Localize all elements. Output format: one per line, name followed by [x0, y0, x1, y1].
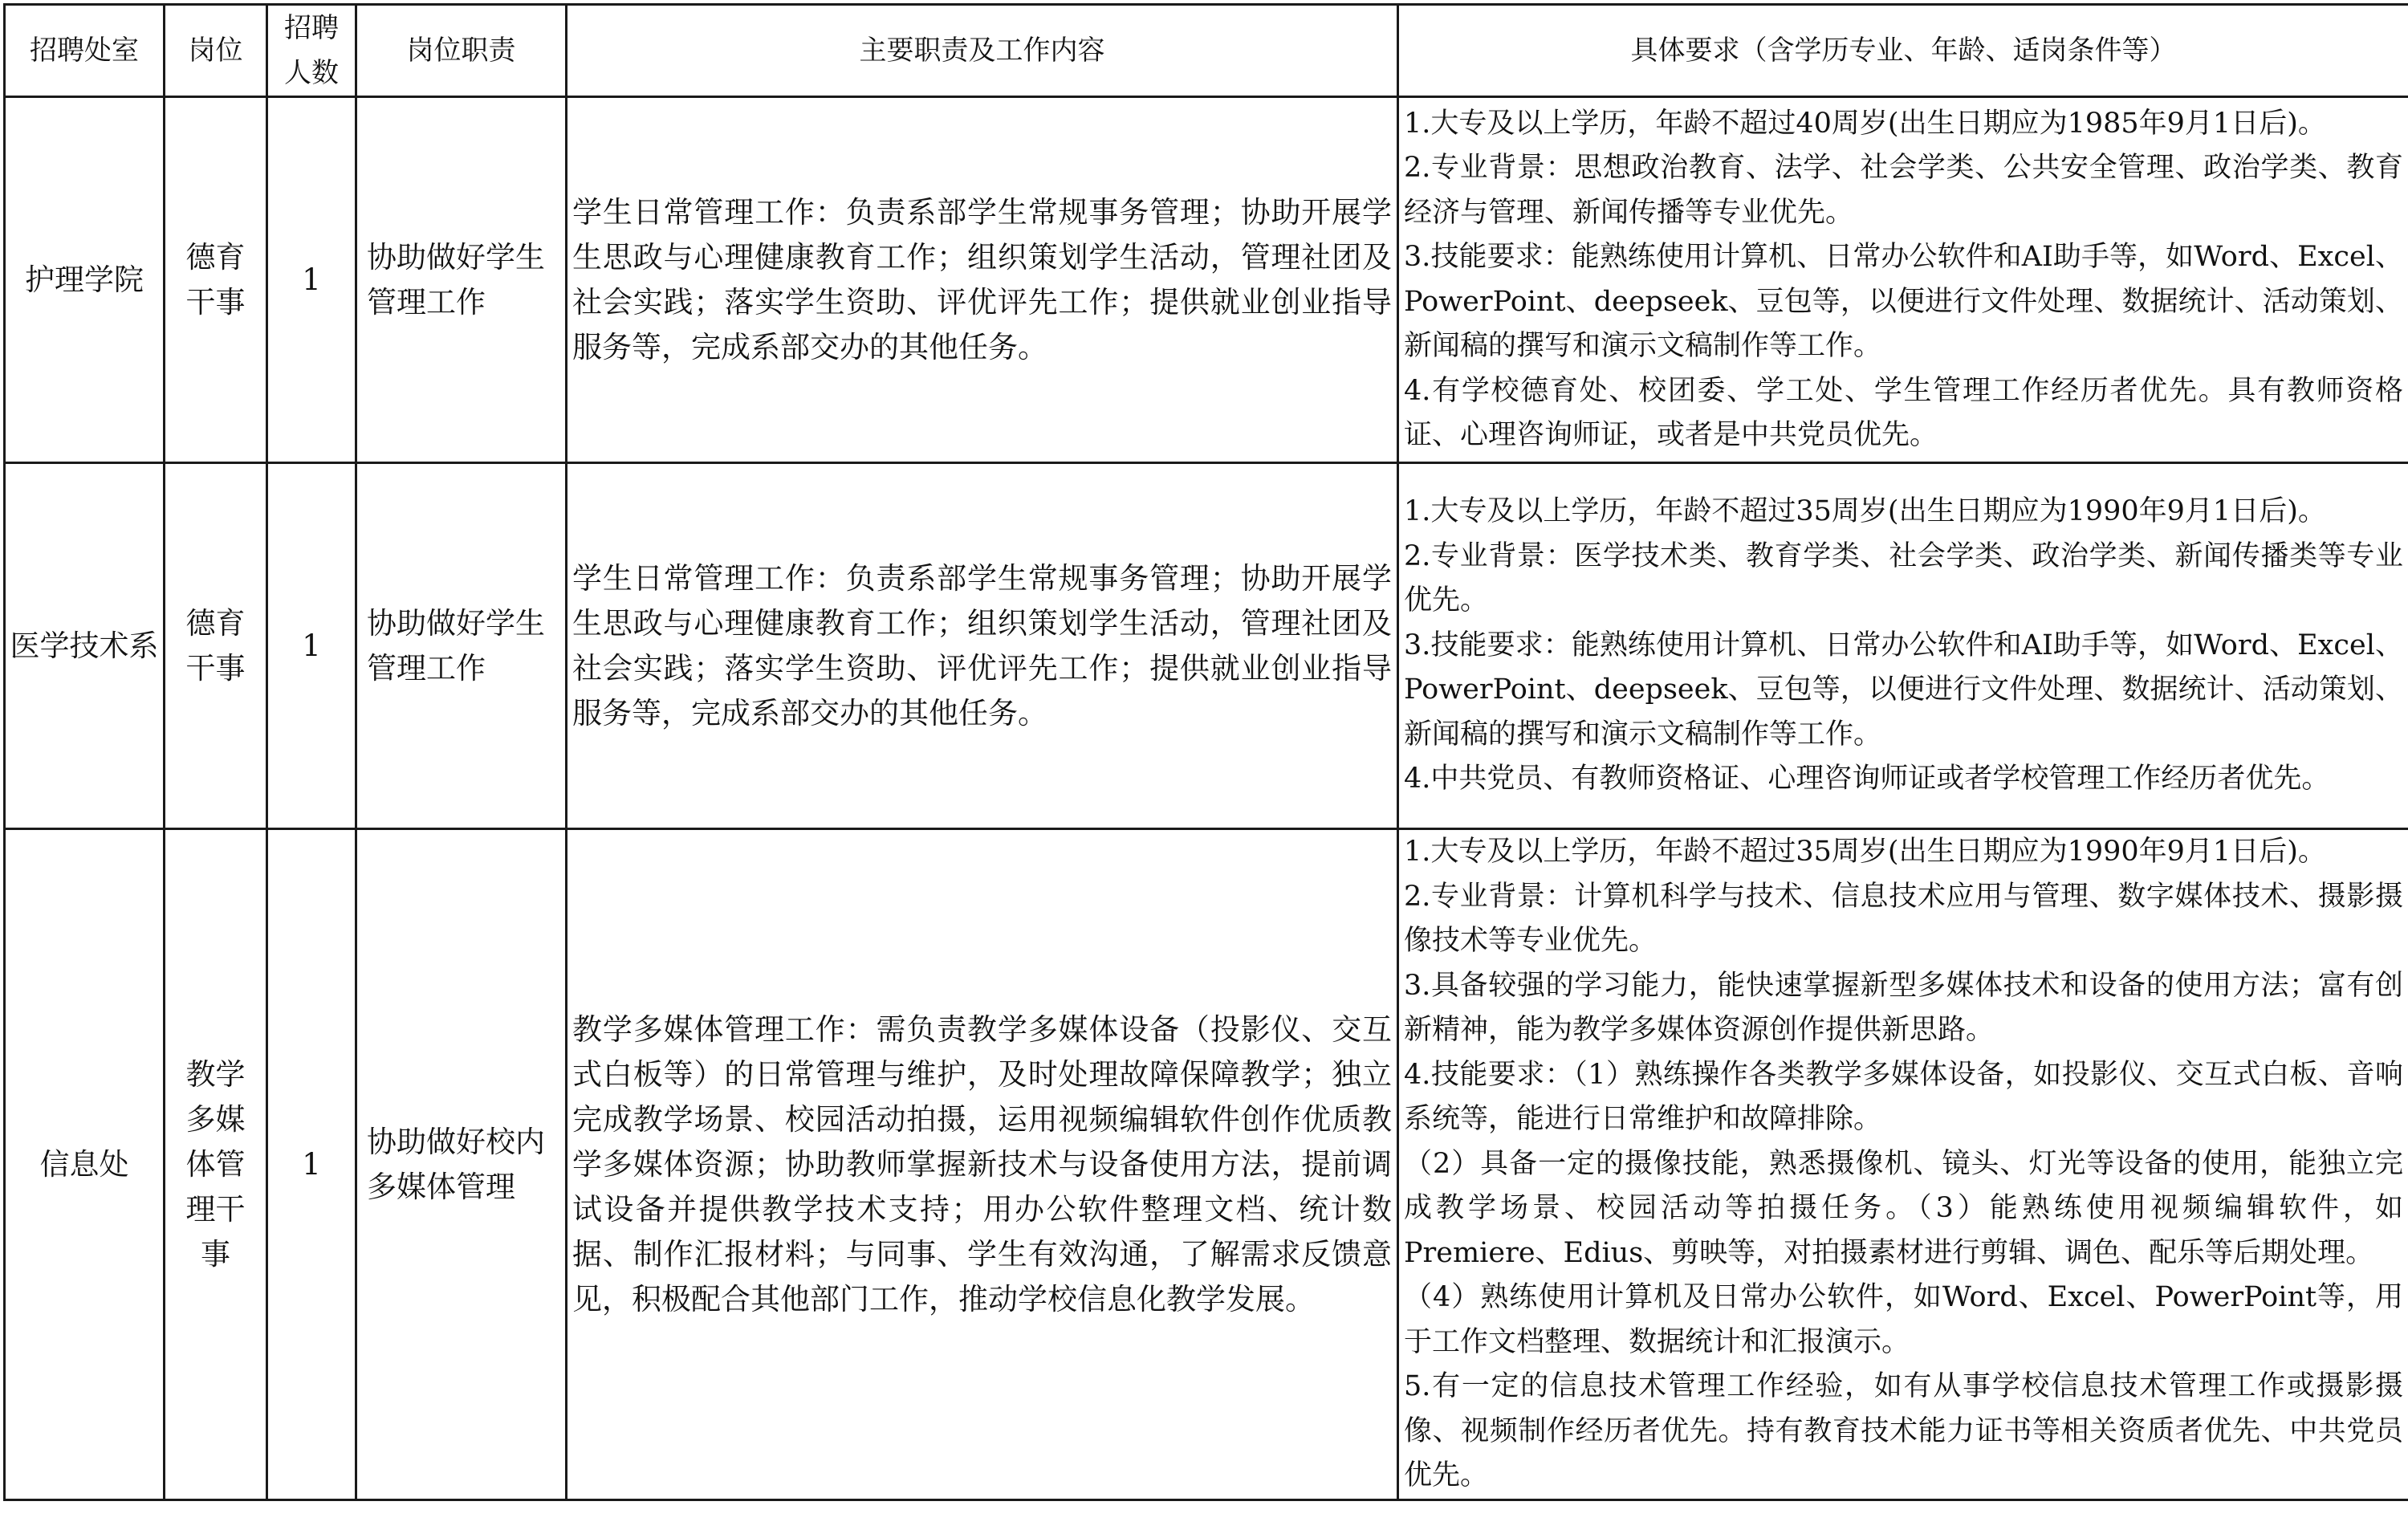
dept-cell: 医学技术系 [5, 463, 165, 829]
dept-cell: 护理学院 [5, 97, 165, 463]
duties-text: 学生日常管理工作：负责系部学生常规事务管理；协助开展学生思政与心理健康教育工作；组织策划学生活动，管理社团及社会实践；落实学生资助、评优评先工作；提供就业创业指导服务等，完成系部交办的其他任务。 [572, 194, 1392, 364]
header-role: 岗位职责 [356, 5, 567, 97]
position-cell: 德育干事 [165, 97, 267, 463]
role-cell: 协助做好学生管理工作 [356, 463, 567, 829]
requirement-item: （4）熟练使用计算机及日常办公软件，如Word、Excel、PowerPoint等，用于工作文档整理、数据统计和汇报演示。 [1404, 1281, 2403, 1358]
requirement-item: 2.专业背景：计算机科学与技术、信息技术应用与管理、数字媒体技术、摄影摄像技术等专业优先。 [1404, 880, 2403, 958]
dept-cell: 信息处 [5, 829, 165, 1500]
requirement-item: 1.大专及以上学历，年龄不超过35周岁(出生日期应为1990年9月1日后)。 [1404, 836, 2326, 869]
header-duties: 主要职责及工作内容 [567, 5, 1398, 97]
requirement-item: 4.有学校德育处、校团委、学工处、学生管理工作经历者优先。具有教师资格证、心理咨询师证，或者是中共党员优先。 [1404, 374, 2403, 451]
requirement-item: 4.中共党员、有教师资格证、心理咨询师证或者学校管理工作经历者优先。 [1404, 763, 2330, 795]
duties-text: 学生日常管理工作：负责系部学生常规事务管理；协助开展学生思政与心理健康教育工作；组织策划学生活动，管理社团及社会实践；落实学生资助、评优评先工作；提供就业创业指导服务等，完成系部交办的其他任务。 [572, 560, 1392, 730]
requirement-item: 4.技能要求：（1）熟练操作各类教学多媒体设备，如投影仪、交互式白板、音响系统等，能进行日常维护和故障排除。 [1404, 1058, 2403, 1136]
position-cell: 德育干事 [165, 463, 267, 829]
requirement-item: 2.专业背景：医学技术类、教育学类、社会学类、政治学类、新闻传播类等专业优先。 [1404, 539, 2403, 617]
count-cell: 1 [267, 463, 356, 829]
table-header-row [5, 5, 2408, 97]
requirement-item: 3.具备较强的学习能力，能快速掌握新型多媒体技术和设备的使用方法；富有创新精神，能为教学多媒体资源创作提供新思路。 [1404, 969, 2403, 1047]
requirement-item: 2.专业背景：思想政治教育、法学、社会学类、公共安全管理、政治学类、教育经济与管理、新闻传播等专业优先。 [1404, 152, 2403, 229]
requirement-item: 5.有一定的信息技术管理工作经验，如有从事学校信息技术管理工作或摄影摄像、视频制作经历者优先。持有教育技术能力证书等相关资质者优先、中共党员优先。 [1404, 1370, 2403, 1492]
role-cell: 协助做好学生管理工作 [356, 97, 567, 463]
duties-cell [567, 97, 1398, 463]
table-row [5, 829, 2408, 1500]
header-dept: 招聘处室 [5, 5, 165, 97]
duties-text: 教学多媒体管理工作：需负责教学多媒体设备（投影仪、交互式白板等）的日常管理与维护，及时处理故障保障教学；独立完成教学场景、校园活动拍摄，运用视频编辑软件创作优质教学多媒体资源；协助教师掌握新技术与设备使用方法，提前调试设备并提供教学技术支持；用办公软件整理文档、统计数据、制作汇报材料；与同事、学生有效沟通，了解需求反馈意见，积极配合其他部门工作，推动学校信息化教学发展。 [572, 1011, 1392, 1316]
header-requirements: 具体要求（含学历专业、年龄、适岗条件等） [1398, 5, 2408, 97]
duties-cell [567, 829, 1398, 1500]
header-count: 招聘人数 [267, 5, 356, 97]
requirement-item: 1.大专及以上学历，年龄不超过40周岁(出生日期应为1985年9月1日后)。 [1404, 107, 2326, 140]
recruitment-table [3, 3, 2408, 1501]
requirement-item: 3.技能要求：能熟练使用计算机、日常办公软件和AI助手等，如Word、Excel、PowerPoint、deepseek、豆包等，以便进行文件处理、数据统计、活动策划、新闻稿的撰写和演示文稿制作等工作。 [1404, 241, 2403, 362]
header-position: 岗位 [165, 5, 267, 97]
requirements-cell [1398, 463, 2408, 829]
requirement-item: 1.大专及以上学历，年龄不超过35周岁(出生日期应为1990年9月1日后)。 [1404, 495, 2326, 528]
position-cell: 教学多媒体管理干事 [165, 829, 267, 1500]
count-cell: 1 [267, 97, 356, 463]
count-cell: 1 [267, 829, 356, 1500]
requirements-cell [1398, 97, 2408, 463]
table-row [5, 463, 2408, 829]
table-row [5, 97, 2408, 463]
role-cell: 协助做好校内多媒体管理 [356, 829, 567, 1500]
requirement-item: （2）具备一定的摄像技能，熟悉摄像机、镜头、灯光等设备的使用，能独立完成教学场景、校园活动等拍摄任务。（3）能熟练使用视频编辑软件，如Premiere、Edius、剪映等，对拍摄素材进行剪辑、调色、配乐等后期处理。 [1404, 1147, 2403, 1269]
duties-cell [567, 463, 1398, 829]
requirements-cell [1398, 829, 2408, 1500]
requirement-item: 3.技能要求：能熟练使用计算机、日常办公软件和AI助手等，如Word、Excel、PowerPoint、deepseek、豆包等，以便进行文件处理、数据统计、活动策划、新闻稿的撰写和演示文稿制作等工作。 [1404, 629, 2403, 751]
